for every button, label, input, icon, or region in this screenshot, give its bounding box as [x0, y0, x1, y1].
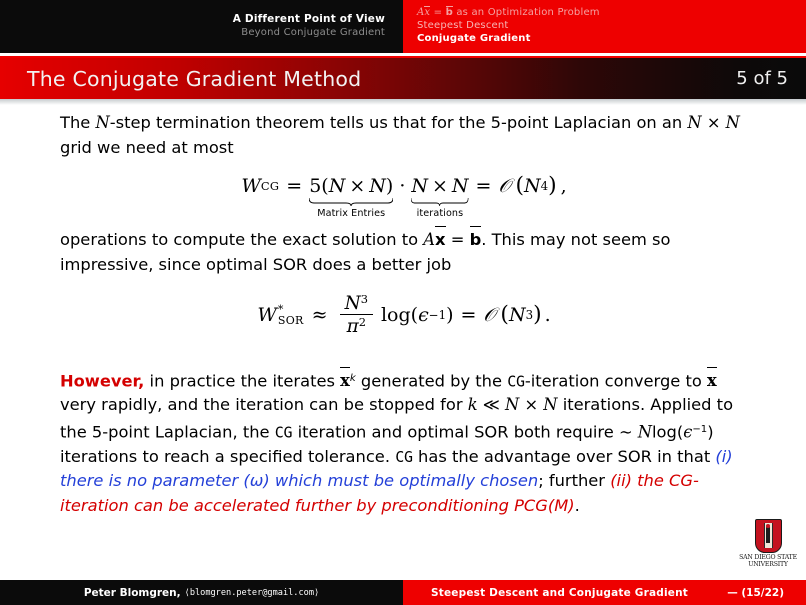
shield-figure-head [766, 524, 770, 528]
math-exponent-minus1: −1 [692, 423, 708, 435]
math-epsilon: ϵ [683, 422, 693, 442]
underbrace-iterations [411, 174, 469, 219]
underbrace-matrix-entries [309, 174, 394, 219]
math-paren-close: ) [533, 302, 542, 328]
math-comma: , [560, 174, 567, 197]
math-N: N [95, 113, 110, 132]
text-fragment: -iteration converge to [524, 370, 708, 390]
math-dot: · [399, 174, 406, 197]
nav-item-steepest-descent[interactable]: Steepest Descent [417, 20, 509, 32]
math-log-open: log( [380, 303, 419, 326]
math-times: × [349, 174, 366, 197]
text-fragment: operations to compute the exact solution to [60, 230, 424, 249]
math-N: N [543, 395, 558, 415]
mono-cg: CG [395, 447, 413, 466]
nav-section-title[interactable]: A Different Point of View [232, 13, 385, 26]
sdsu-logo [739, 519, 797, 573]
text-fragment: . This may not seem so impressive, since optimal SOR does a better job [60, 230, 671, 274]
nav-item-optimization-problem[interactable] [417, 7, 600, 20]
math-exponent-3: 3 [525, 307, 534, 322]
math-b-bar: b [470, 228, 482, 253]
math-sup-sub-group [278, 304, 304, 326]
text-fragment: has the advantage over SOR in that [412, 446, 716, 466]
brace-glyph [309, 198, 393, 206]
text-fragment: generated by the [355, 370, 508, 390]
math-equals: = [286, 174, 303, 197]
underbrace-label-matrix-entries: Matrix Entries [317, 207, 386, 219]
math-log-open: log( [652, 422, 684, 442]
math-epsilon: ϵ [418, 303, 429, 326]
equation-wcg-container [60, 173, 748, 219]
slide-body [0, 108, 806, 576]
math-approx: ≈ [311, 303, 328, 326]
math-superscript-star: * [277, 302, 284, 316]
page-title: The Conjugate Gradient Method [27, 66, 362, 91]
math-N: N [637, 422, 653, 442]
math-N: N [369, 174, 386, 197]
math-times: × [706, 113, 721, 132]
underbrace-label-iterations: iterations [416, 207, 464, 219]
math-times: × [431, 174, 448, 197]
paragraph-however [60, 367, 748, 519]
math-equals: = [475, 174, 492, 197]
text-fragment: very rapidly, and the iteration can be stopped for [60, 395, 468, 415]
math-sim: ∼ [618, 422, 633, 442]
math-paren-open: ( [515, 173, 524, 198]
emphasis-however: However, [60, 370, 145, 390]
math-subscript-sor: SOR [277, 313, 304, 327]
fraction-denominator [342, 315, 371, 336]
math-paren-open: ( [500, 302, 509, 328]
math-A: A [423, 230, 436, 249]
fraction-numerator [340, 293, 373, 315]
text-fragment: -step termination theorem tells us that for the 5-point Laplacian on an [109, 113, 688, 132]
title-bar-shadow [0, 99, 806, 105]
math-x-bar: x [435, 228, 446, 253]
math-N: N [451, 174, 469, 197]
nav-subsection-title[interactable]: Beyond Conjugate Gradient [241, 26, 385, 38]
math-exponent-3: 3 [360, 292, 368, 306]
slide-footer [0, 580, 806, 605]
slide-counter: 5 of 5 [736, 68, 788, 89]
logo-line-1: SAN DIEGO STATE [739, 554, 797, 561]
math-subscript-cg: CG [260, 178, 280, 193]
paragraph-intro [60, 111, 748, 160]
slide-title-bar [0, 56, 806, 99]
math-much-less: ≪ [477, 395, 506, 415]
math-N: N [687, 113, 702, 132]
brace-glyph [411, 198, 468, 206]
math-pi: π [346, 316, 359, 338]
nav-section-right [403, 0, 806, 53]
equation-wsor [257, 293, 550, 337]
math-times: × [519, 395, 544, 415]
text-fragment: iterations to reach a specified tolerance. [60, 446, 396, 466]
math-fraction-n3-pi2 [340, 293, 373, 337]
text-fragment: iteration and optimal SOR both require [292, 422, 619, 442]
text-fragment: grid we need at most [60, 137, 234, 157]
math-big-o: 𝒪 [483, 303, 496, 326]
math-x-bar: x [707, 369, 717, 394]
nav-math-A: A [417, 7, 425, 19]
equation-wsor-container [60, 293, 748, 337]
paragraph-operations [60, 228, 748, 277]
math-equals: = [445, 230, 470, 249]
math-period: . [544, 303, 551, 326]
footer-title-block [403, 580, 806, 605]
equation-wcg [241, 173, 567, 219]
math-equals: = [460, 303, 477, 326]
math-close-paren: ) [385, 174, 394, 197]
nav-math-x: x [424, 7, 431, 19]
math-k: k [467, 395, 478, 415]
nav-item1-suffix: as an Optimization Problem [452, 7, 600, 19]
math-five-open: 5( [309, 174, 329, 197]
annotation-blue-advantage-i: (i) there is no parameter (ω) which must be optimally chosen [60, 446, 733, 491]
math-W: W [241, 174, 261, 197]
text-fragment: The [60, 113, 96, 132]
math-exponent-2: 2 [358, 315, 366, 330]
footer-deck-title: Steepest Descent and Conjugate Gradient [431, 586, 688, 599]
text-fragment: iterations. Applied to the 5-point Laplacian, the [60, 395, 734, 442]
text-fragment: . [574, 495, 580, 515]
math-N: N [725, 113, 740, 132]
footer-author-block [0, 580, 403, 605]
text-fragment: in practice the iterates [144, 370, 341, 390]
math-big-o: 𝒪 [498, 174, 511, 197]
nav-math-equals: = [430, 7, 446, 19]
text-fragment: ; further [538, 471, 611, 491]
footer-author-email[interactable]: ⟨blomgren.peter@gmail.com⟩ [184, 587, 320, 598]
math-paren-close: ) [548, 173, 557, 198]
math-N: N [411, 174, 428, 197]
math-N: N [508, 303, 526, 326]
slide-navigation-header [0, 0, 806, 53]
mono-cg: CG [274, 423, 293, 442]
math-log-close: ) [707, 422, 714, 442]
math-N: N [328, 174, 346, 197]
annotation-red-advantage-ii: (ii) the CG-iteration can be accelerated further by preconditioning PCG(M) [60, 471, 699, 515]
mono-cg: CG [507, 371, 525, 390]
math-log-close: ) [446, 303, 454, 326]
nav-section-left [0, 0, 403, 53]
shield-figure [766, 526, 770, 543]
math-superscript-k: k [349, 372, 356, 384]
math-N: N [505, 395, 520, 415]
footer-page-number: — (15/22) [727, 586, 784, 599]
math-exponent-minus1: −1 [428, 307, 447, 322]
footer-author-name: Peter Blomgren, [83, 586, 181, 599]
nav-math-b: b [445, 7, 453, 19]
shield-icon [755, 519, 782, 553]
math-N: N [523, 174, 541, 197]
math-W: W [257, 303, 277, 326]
nav-item-conjugate-gradient[interactable]: Conjugate Gradient [417, 32, 531, 44]
math-x-bar: x [340, 369, 350, 394]
math-N: N [344, 292, 361, 314]
logo-line-2: UNIVERSITY [748, 560, 788, 568]
math-exponent-4: 4 [540, 178, 549, 193]
